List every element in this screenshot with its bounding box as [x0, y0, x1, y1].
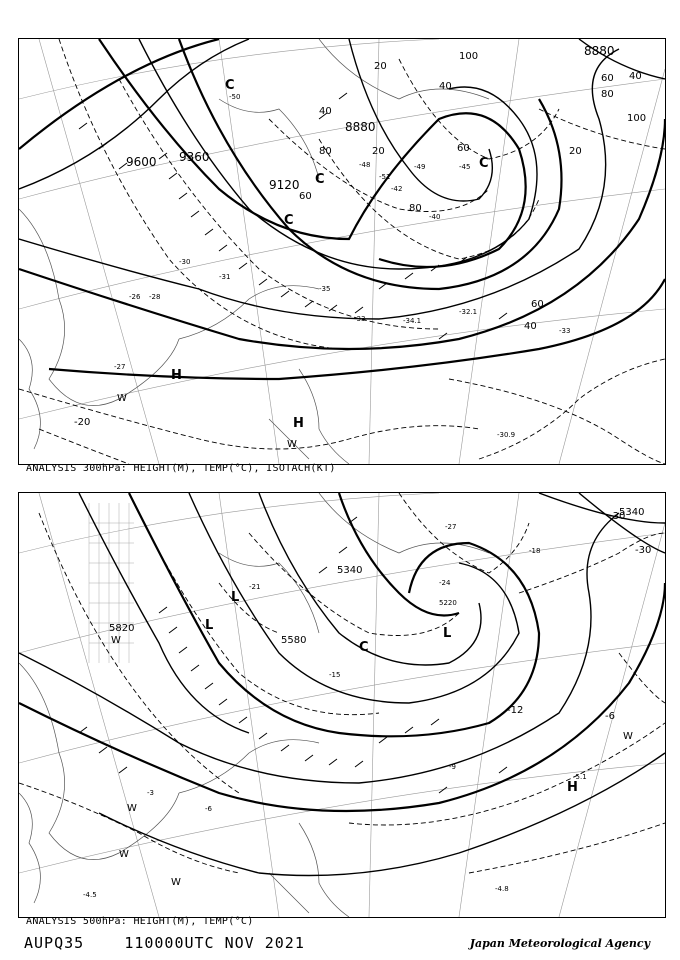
isotach-label: 20 [372, 146, 385, 157]
temp-label: -30.9 [497, 431, 516, 439]
temp-label: -45 [459, 163, 471, 171]
temp-label: -6 [605, 711, 615, 722]
cyclone-marker: C [225, 78, 235, 93]
temp-label: -15 [329, 671, 341, 679]
height-label: 5340 [337, 565, 363, 576]
isotach-label: 20 [374, 61, 387, 72]
temp-label: -49 [414, 163, 426, 171]
isotach-label: 60 [457, 143, 470, 154]
anticyclone-marker: H [567, 780, 578, 795]
cyclone-marker: C [479, 156, 489, 171]
warm-marker: W [287, 439, 297, 450]
panel-caption-300hpa: ANALYSIS 300hPa: HEIGHT(M), TEMP(°C), ISOTACH(KT) [26, 463, 336, 474]
temp-label: -27 [114, 363, 126, 371]
chart-code: AUPQ35 [24, 934, 85, 952]
height-label: 8880 [345, 120, 376, 134]
coastlines [19, 493, 489, 917]
isotach-label: 100 [459, 51, 479, 62]
low-marker: L [231, 590, 240, 605]
warm-marker: W [171, 877, 181, 888]
temp-label: -30 [635, 545, 652, 556]
temp-label: -20 [74, 417, 91, 428]
temp-label: -31 [219, 273, 231, 281]
temp-label: -5.1 [573, 773, 587, 781]
temp-label: -40 [429, 213, 441, 221]
temp-label: -33 [559, 327, 571, 335]
temp-label: -33 [354, 315, 366, 323]
temp-label: -30 [609, 511, 626, 522]
temp-label: -6 [205, 805, 212, 813]
temp-label: -9 [449, 763, 456, 771]
height-label: 5580 [281, 635, 307, 646]
isotach-label: 40 [629, 71, 642, 82]
temp-label: -34.1 [403, 317, 422, 325]
map-300hpa-svg [19, 39, 665, 464]
height-label: 5820 [109, 623, 135, 634]
panel-caption-500hpa: ANALYSIS 500hPa: HEIGHT(M), TEMP(°C) [26, 916, 254, 927]
isotach-label: 100 [627, 113, 647, 124]
cyclone-marker: C [284, 213, 294, 228]
temp-label: -4.8 [495, 885, 509, 893]
temp-label: -28 [149, 293, 161, 301]
isotach-label: 80 [601, 89, 614, 100]
map-300hpa-panel [18, 38, 666, 465]
chart-identifier [24, 934, 305, 952]
wind-barbs [79, 517, 507, 793]
isotach-label: 80 [319, 146, 332, 157]
isotach-label: 60 [601, 73, 614, 84]
temp-label: -4.5 [83, 891, 97, 899]
temp-label: -21 [249, 583, 261, 591]
warm-marker: W [119, 849, 129, 860]
map-500hpa-svg [19, 493, 665, 917]
anticyclone-marker: H [293, 416, 304, 431]
valid-time: 110000UTC NOV 2021 [124, 934, 305, 952]
contour-labels [74, 44, 646, 450]
low-marker: L [205, 618, 214, 633]
temp-label: -48 [359, 161, 371, 169]
warm-marker: W [127, 803, 137, 814]
warm-marker: W [111, 635, 121, 646]
isotherms [19, 493, 665, 873]
height-label: 9360 [179, 150, 210, 164]
isotach-label: 60 [531, 299, 544, 310]
temp-label: -32.1 [459, 308, 478, 316]
isotach-label: 40 [439, 81, 452, 92]
temp-label: -30 [179, 258, 191, 266]
isotach-label: 80 [409, 203, 422, 214]
isotach-label: 40 [524, 321, 537, 332]
cyclone-marker: C [315, 172, 325, 187]
temp-label: -24 [439, 579, 451, 587]
coastlines [19, 39, 489, 464]
temp-label: -3 [147, 789, 154, 797]
cyclone-marker: C [359, 640, 369, 655]
temp-label: -35 [319, 285, 331, 293]
temp-label: -51 [379, 173, 391, 181]
temp-label: -12 [507, 705, 524, 716]
temp-label: -42 [391, 185, 403, 193]
height-label: 5340 [619, 507, 645, 518]
isotach-label: 20 [569, 146, 582, 157]
height-label: 5220 [439, 599, 457, 607]
anticyclone-marker: H [171, 368, 182, 383]
isotach-label: 40 [319, 106, 332, 117]
temp-label: -50 [229, 93, 241, 101]
temp-label: -26 [129, 293, 141, 301]
height-label: 8880 [584, 44, 615, 58]
height-label: 9120 [269, 178, 300, 192]
low-marker: L [443, 626, 452, 641]
temp-label: -27 [445, 523, 457, 531]
height-label: 9600 [126, 155, 157, 169]
agency-name: Japan Meteorological Agency [469, 937, 650, 950]
temp-label: -18 [529, 547, 541, 555]
isotach-label: 60 [299, 191, 312, 202]
warm-marker: W [117, 393, 127, 404]
warm-marker: W [623, 731, 633, 742]
map-500hpa-panel [18, 492, 666, 918]
